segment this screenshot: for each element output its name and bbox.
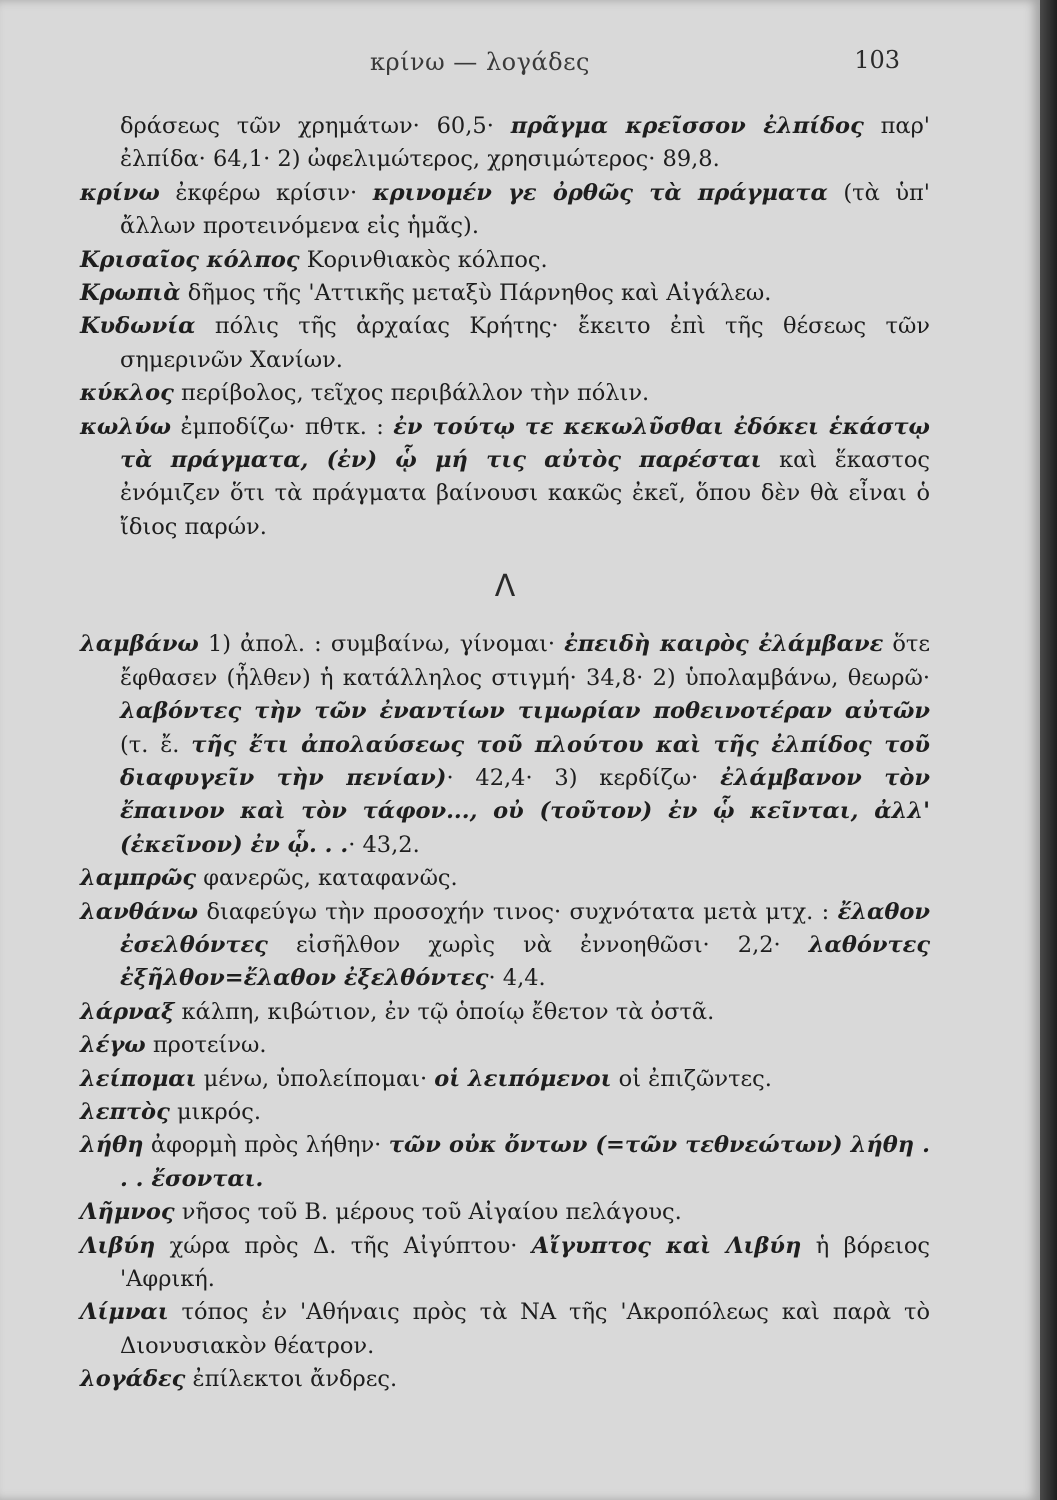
entry-headword: λείπομαι <box>80 1065 197 1092</box>
entry-text: δράσεως τῶν χρημάτων· 60,5· <box>120 113 494 139</box>
entry-kyklos <box>80 377 930 410</box>
entry-text: παρ' ἐλπίδα· 64,1· 2) ὠφελιμώτερος, χρησιμώτερος· 89,8. <box>120 113 930 173</box>
entry-headword: λανθάνω <box>80 898 199 925</box>
entry-text: ἀφορμὴ πρὸς λήθην· <box>150 1132 382 1159</box>
entry-headword: λεπτὸς <box>80 1098 170 1125</box>
entry-example: οἱ λειπόμενοι <box>434 1065 612 1092</box>
entry-continuation <box>80 110 930 177</box>
entry-leipomai <box>80 1063 930 1096</box>
entry-headword: λάρναξ <box>80 998 175 1025</box>
entry-text: (τὰ ὑπ' ἄλλων προτεινόμενα εἰς ἡμᾶς). <box>120 179 930 240</box>
entry-headword: λαμπρῶς <box>80 865 197 892</box>
entry-text: οἱ ἐπιζῶντες. <box>618 1065 772 1092</box>
entry-headword: Λιβύη <box>80 1232 156 1259</box>
entry-example: πρᾶγμα κρεῖσσον ἐλπίδος <box>510 113 864 139</box>
entry-example: τῆς ἔτι ἀπολαύσεως τοῦ πλούτου καὶ τῆς ἐλπίδος τοῦ διαφυγεῖν τὴν πενίαν) <box>120 731 930 791</box>
page-number: 103 <box>854 46 900 74</box>
entry-headword: κύκλος <box>80 380 174 407</box>
entry-text: δῆμος τῆς 'Αττικῆς μεταξὺ Πάρνηθος καὶ Αἰγάλεω. <box>187 280 772 307</box>
entry-krisaios <box>80 244 930 277</box>
entry-example: Αἴγυπτος καὶ Λιβύη <box>531 1232 802 1259</box>
entry-text: φανερῶς, καταφανῶς. <box>203 865 458 892</box>
entry-text: κάλπη, κιβώτιον, ἐν τῷ ὁποίῳ ἔθετον τὰ ὀστᾶ. <box>181 998 715 1025</box>
entry-example: ἔλαθον ἐσελθόντες <box>120 898 930 958</box>
entry-example: λαθόντες ἐξῆλθον=ἔλαθον ἐξελθόντες <box>120 931 931 992</box>
entry-lemnos <box>80 1196 930 1229</box>
entry-larnax <box>80 996 930 1029</box>
entry-lego <box>80 1029 930 1062</box>
entry-text: περίβολος, τεῖχος περιβάλλον τὴν πόλιν. <box>180 380 650 407</box>
entry-text: · 4,4. <box>488 965 546 992</box>
entry-headword: Λῆμνος <box>80 1199 175 1226</box>
entry-headword: λήθη <box>80 1132 144 1159</box>
entry-headword: λογάδες <box>80 1366 186 1393</box>
entry-text: · 42,4· 3) κερδίζω· <box>446 764 699 791</box>
entry-example: τῶν οὐκ ὄντων (=τῶν τεθνεώτων) λήθη . . . ἔσονται. <box>120 1132 931 1192</box>
entry-example: λαβόντες τὴν τῶν ἐναντίων τιμωρίαν ποθεινοτέραν αὐτῶν <box>120 698 930 725</box>
running-head: κρίνω — λογάδες <box>370 48 590 76</box>
entry-text: διαφεύγω τὴν προσοχήν τινος· συχνότατα μετὰ μτχ. : <box>206 898 830 925</box>
entry-text: νῆσος τοῦ Β. μέρους τοῦ Αἰγαίου πελάγους. <box>181 1199 682 1226</box>
entry-libye <box>80 1230 930 1297</box>
entry-text: μένω, ὑπολείπομαι· <box>203 1065 428 1092</box>
entry-kydonia <box>80 310 930 377</box>
entry-example: ἐπειδὴ καιρὸς ἐλάμβανε <box>564 631 884 658</box>
entry-logades <box>80 1363 930 1396</box>
entry-lanthano <box>80 896 930 996</box>
entry-headword: λέγω <box>80 1032 146 1059</box>
entry-text: προτείνω. <box>152 1032 267 1059</box>
entry-text: ὅτε ἔφθασεν (ἦλθεν) ἡ κατάλληλος στιγμή· 34,8· 2) ὑπολαμβάνω, θεωρῶ· <box>120 631 931 691</box>
entry-headword: Κυδωνία <box>80 313 196 340</box>
entry-text: ἐκφέρω κρίσιν· <box>175 179 358 206</box>
entry-text: ἡ βόρειος 'Αφρική. <box>120 1232 930 1292</box>
entry-text: πόλις τῆς ἀρχαίας Κρήτης· ἔκειτο ἐπὶ τῆς θέσεως τῶν σημερινῶν Χανίων. <box>120 313 930 373</box>
entry-text: ἐπίλεκτοι ἄνδρες. <box>192 1366 398 1393</box>
book-spine-edge <box>1040 0 1057 1500</box>
dictionary-body <box>80 110 930 1397</box>
entry-text: Κορινθιακὸς κόλπος. <box>306 246 548 273</box>
entry-headword: κωλύω <box>80 413 172 440</box>
entry-kropia <box>80 277 930 310</box>
entry-lambano <box>80 628 930 862</box>
entry-kolyo <box>80 411 930 545</box>
entry-text: χώρα πρὸς Δ. τῆς Αἰγύπτου· <box>169 1232 518 1259</box>
entry-example: ἐν τούτῳ τε κεκωλῦσθαι ἐδόκει ἑκάστῳ τὰ πράγματα, (ἐν) ᾧ μή τις αὐτὸς παρέσται <box>120 413 930 474</box>
entry-example: κρινομέν γε ὀρθῶς τὰ πράγματα <box>372 179 828 206</box>
entry-headword: κρίνω <box>80 179 160 206</box>
entry-headword: Κρισαῖος κόλπος <box>80 246 300 273</box>
entry-lampros <box>80 862 930 895</box>
entry-example: ἐλάμβανον τὸν ἔπαινον καὶ τὸν τάφον..., οὐ (τοῦτον) ἐν ᾧ κεῖνται, ἀλλ' (ἐκεῖνον) ἐν ᾧ. . . <box>120 764 930 858</box>
entry-leptos <box>80 1096 930 1129</box>
entry-lethe <box>80 1129 930 1196</box>
entry-headword: Κρωπιὰ <box>80 280 181 307</box>
entry-text: 1) ἀπολ. : συμβαίνω, γίνομαι· <box>207 631 556 658</box>
entry-text: μικρός. <box>176 1098 261 1125</box>
section-letter: Λ <box>494 569 516 605</box>
entry-text: εἰσῆλθον χωρὶς νὰ ἐννοηθῶσι· 2,2· <box>295 931 781 958</box>
entry-text: καὶ ἕκαστος ἐνόμιζεν ὅτι τὰ πράγματα βαίνουσι κακῶς ἐκεῖ, ὅπου δὲν θὰ εἶναι ὁ ἴδιος παρών. <box>120 447 930 540</box>
entry-headword: Λίμναι <box>80 1299 169 1326</box>
entry-limnai <box>80 1296 930 1363</box>
entry-text: ἐμποδίζω· πθτκ. : <box>180 413 384 440</box>
entry-krino <box>80 177 930 244</box>
entry-text: · 43,2. <box>348 831 420 858</box>
entry-text: (τ. ἔ. <box>120 731 180 758</box>
entry-headword: λαμβάνω <box>80 631 199 658</box>
entry-text: τόπος ἐν 'Αθήναις πρὸς τὰ ΝΑ τῆς 'Ακροπόλεως καὶ παρὰ τὸ Διονυσιακὸν θέατρον. <box>120 1299 931 1359</box>
